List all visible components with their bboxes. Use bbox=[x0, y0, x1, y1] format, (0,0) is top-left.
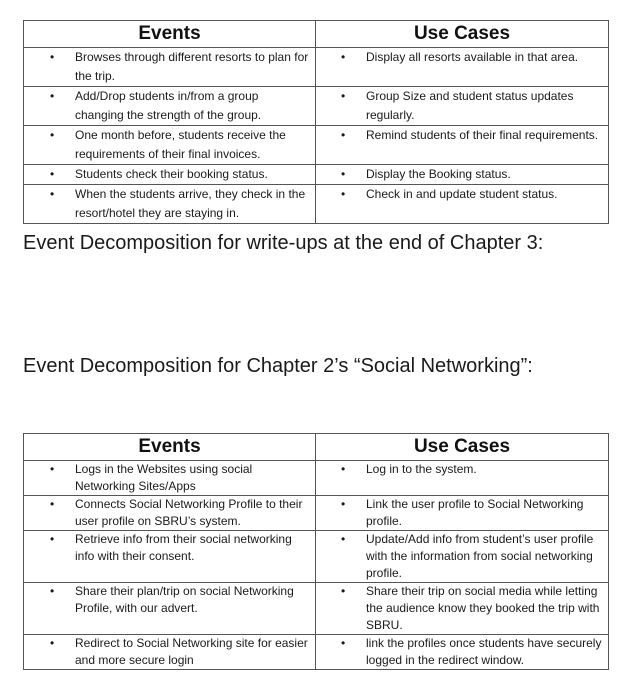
use-case-cell bbox=[316, 496, 609, 531]
events-table-chapter3 bbox=[23, 20, 609, 224]
event-cell bbox=[24, 635, 316, 670]
event-cell bbox=[24, 583, 316, 635]
table-row bbox=[24, 635, 609, 670]
use-case-cell bbox=[316, 531, 609, 583]
bullet: • bbox=[341, 167, 346, 181]
table-row bbox=[24, 461, 609, 496]
event-cell bbox=[24, 496, 316, 531]
use-case-cell bbox=[316, 126, 609, 165]
event-cell bbox=[24, 185, 316, 224]
event-text: Retrieve info from their social networking info with their consent. bbox=[75, 532, 292, 563]
event-text: Logs in the Websites using social Networking Sites/Apps bbox=[75, 462, 253, 493]
event-text: Connects Social Networking Profile to their user profile on SBRU’s system. bbox=[75, 497, 303, 528]
event-text: One month before, students receive the requirements of their final invoices. bbox=[75, 128, 286, 161]
bullet: • bbox=[341, 462, 346, 476]
use-cases-header: Use Cases bbox=[316, 434, 609, 461]
events-header: Events bbox=[24, 434, 316, 461]
bullet: • bbox=[341, 497, 346, 511]
event-cell bbox=[24, 531, 316, 583]
use-case-cell bbox=[316, 87, 609, 126]
bullet: • bbox=[341, 89, 346, 103]
bullet: • bbox=[50, 167, 55, 181]
section-heading-writeups: Event Decomposition for write-ups at the end of Chapter 3: bbox=[23, 232, 544, 254]
use-case-text: Log in to the system. bbox=[366, 462, 477, 476]
use-case-text: Display all resorts available in that area. bbox=[366, 50, 579, 64]
use-case-text: Display the Booking status. bbox=[366, 167, 511, 181]
use-case-text: Group Size and student status updates regularly. bbox=[366, 89, 574, 122]
table-row bbox=[24, 48, 609, 87]
event-text: Students check their booking status. bbox=[75, 167, 268, 181]
use-cases-header: Use Cases bbox=[316, 21, 609, 48]
use-case-text: link the profiles once students have securely logged in the redirect window. bbox=[366, 636, 602, 667]
use-case-cell bbox=[316, 635, 609, 670]
use-case-text: Remind students of their final requirements. bbox=[366, 128, 599, 142]
use-case-cell bbox=[316, 185, 609, 224]
use-case-text: Check in and update student status. bbox=[366, 187, 558, 201]
table-row bbox=[24, 87, 609, 126]
bullet: • bbox=[50, 128, 55, 142]
bullet: • bbox=[50, 584, 55, 598]
use-case-cell bbox=[316, 583, 609, 635]
use-case-cell bbox=[316, 48, 609, 87]
bullet: • bbox=[341, 187, 346, 201]
bullet: • bbox=[50, 636, 55, 650]
event-cell bbox=[24, 48, 316, 87]
bullet: • bbox=[341, 128, 346, 142]
bullet: • bbox=[50, 532, 55, 546]
event-text: When the students arrive, they check in the resort/hotel they are staying in. bbox=[75, 187, 306, 220]
table-row bbox=[24, 185, 609, 224]
bullet: • bbox=[50, 187, 55, 201]
bullet: • bbox=[341, 532, 346, 546]
use-case-text: Share their trip on social media while letting the audience know they booked the trip with SBRU. bbox=[366, 584, 600, 632]
use-case-cell bbox=[316, 461, 609, 496]
event-cell bbox=[24, 126, 316, 165]
bullet: • bbox=[50, 89, 55, 103]
event-cell bbox=[24, 87, 316, 126]
table-row bbox=[24, 165, 609, 185]
section-heading-social-networking: Event Decomposition for Chapter 2’s “Social Networking”: bbox=[23, 355, 533, 377]
event-cell bbox=[24, 461, 316, 496]
use-case-text: Link the user profile to Social Networking profile. bbox=[366, 497, 584, 528]
event-cell bbox=[24, 165, 316, 185]
bullet: • bbox=[50, 497, 55, 511]
event-text: Add/Drop students in/from a group changing the strength of the group. bbox=[75, 89, 262, 122]
use-case-cell bbox=[316, 165, 609, 185]
event-text: Share their plan/trip on social Networking Profile, with our advert. bbox=[75, 584, 294, 615]
table-row bbox=[24, 496, 609, 531]
events-table-social-networking bbox=[23, 433, 609, 670]
events-header: Events bbox=[24, 21, 316, 48]
bullet: • bbox=[50, 462, 55, 476]
event-text: Browses through different resorts to plan for the trip. bbox=[75, 50, 309, 83]
bullet: • bbox=[50, 50, 55, 64]
use-case-text: Update/Add info from student’s user profile with the information from social networking profile. bbox=[366, 532, 594, 580]
bullet: • bbox=[341, 50, 346, 64]
table-row bbox=[24, 531, 609, 583]
table-row bbox=[24, 583, 609, 635]
table-row bbox=[24, 126, 609, 165]
bullet: • bbox=[341, 584, 346, 598]
bullet: • bbox=[341, 636, 346, 650]
event-text: Redirect to Social Networking site for easier and more secure login bbox=[75, 636, 308, 667]
